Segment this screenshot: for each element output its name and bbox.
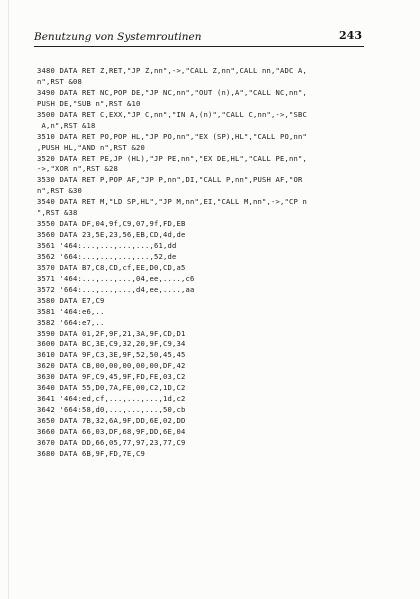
listing-line: n",RST &08 <box>37 76 82 86</box>
listing-line: PUSH DE,"SUB n",RST &10 <box>37 98 141 108</box>
listing-line: 3562 '664:...,...,...,...,52,de <box>37 251 177 261</box>
listing-line: 3640 DATA 55,D0,7A,FE,00,C2,1D,C2 <box>37 383 186 393</box>
header-title: Benutzung von Systemroutinen <box>34 31 202 43</box>
listing-line: 3582 '664:e7,.. <box>37 317 105 327</box>
page-number: 243 <box>339 29 362 42</box>
listing-line: A,n",RST &18 <box>37 120 96 130</box>
listing-line: 3561 '464:...,...,...,...,61,dd <box>37 241 177 250</box>
basic-program-listing <box>37 66 369 471</box>
listing-line: 3560 DATA 23,5E,23,56,EB,CD,4d,de <box>37 230 186 240</box>
listing-line: 3530 DATA RET P,POP AF,"JP P,nn",DI,"CALL P,nn",PUSH AF,"OR <box>37 175 303 185</box>
page-edge-shadow <box>8 0 9 599</box>
listing-line: 3550 DATA DF,04,9f,C9,07,9f,FD,EB <box>37 219 186 229</box>
listing-line: 3642 '664:58,d0,...,...,...,50,cb <box>37 405 186 415</box>
listing-line: 3650 DATA 7B,32,6A,9F,DD,6E,02,DD <box>37 416 186 425</box>
listing-line: 3490 DATA RET NC,POP DE,"JP NC,nn","OUT (n),A","CALL NC,nn", <box>37 87 307 97</box>
listing-line: 3590 DATA 01,2F,9F,21,3A,9F,CD,D1 <box>37 328 186 338</box>
listing-line: 3570 DATA B7,C8,CD,cf,EE,D0,CD,a5 <box>37 262 186 272</box>
listing-line: 3580 DATA E7,C9 <box>37 295 105 305</box>
listing-line: 3641 '464:ed,cf,...,...,...,1d,c2 <box>37 394 186 404</box>
listing-line: 3630 DATA 9F,C9,45,9F,FD,FE,03,C2 <box>37 372 186 382</box>
listing-line: 3680 DATA 6B,9F,FD,7E,C9 <box>37 448 145 458</box>
listing-line <box>37 460 369 471</box>
listing-line: 3480 DATA RET Z,RET,"JP Z,nn",->,"CALL Z,nn",CALL nn,"ADC A, <box>37 66 307 75</box>
listing-line: 3581 '464:e6,.. <box>37 306 105 316</box>
listing-line: 3510 DATA RET PO,POP HL,"JP PO,nn","EX (SP),HL","CALL PO,nn" <box>37 131 307 141</box>
listing-line: 3610 DATA 9F,C3,3E,9F,52,50,45,45 <box>37 350 186 360</box>
listing-line: 3571 '464:...,...,...,04,ee,....,c6 <box>37 273 195 283</box>
listing-line: 3540 DATA RET M,"LD SP,HL","JP M,nn",EI,"CALL M,nn",->,"CP n <box>37 197 307 207</box>
listing-line: 3600 DATA BC,3E,C9,32,20,9F,C9,34 <box>37 339 186 349</box>
listing-line: 3572 '664:...,...,...,d4,ee,....,aa <box>37 284 195 294</box>
listing-line: ->,"XOR n",RST &28 <box>37 164 118 174</box>
listing-line: ,PUSH HL,"AND n",RST &20 <box>37 142 145 152</box>
listing-line: 3520 DATA RET PE,JP (HL),"JP PE,nn","EX DE,HL","CALL PE,nn", <box>37 153 307 163</box>
listing-line: ",RST &38 <box>37 208 78 218</box>
running-header <box>34 30 364 47</box>
listing-line: 3620 DATA CB,00,00,00,00,00,DF,42 <box>37 361 186 371</box>
listing-line: 3670 DATA DD,66,05,77,97,23,77,C9 <box>37 437 186 447</box>
listing-line: 3660 DATA 66,03,DF,68,9F,DD,6E,04 <box>37 426 186 436</box>
listing-line: 3500 DATA RET C,EXX,"JP C,nn","IN A,(n)","CALL C,nn",->,"SBC <box>37 109 307 119</box>
listing-line: n",RST &30 <box>37 186 82 196</box>
